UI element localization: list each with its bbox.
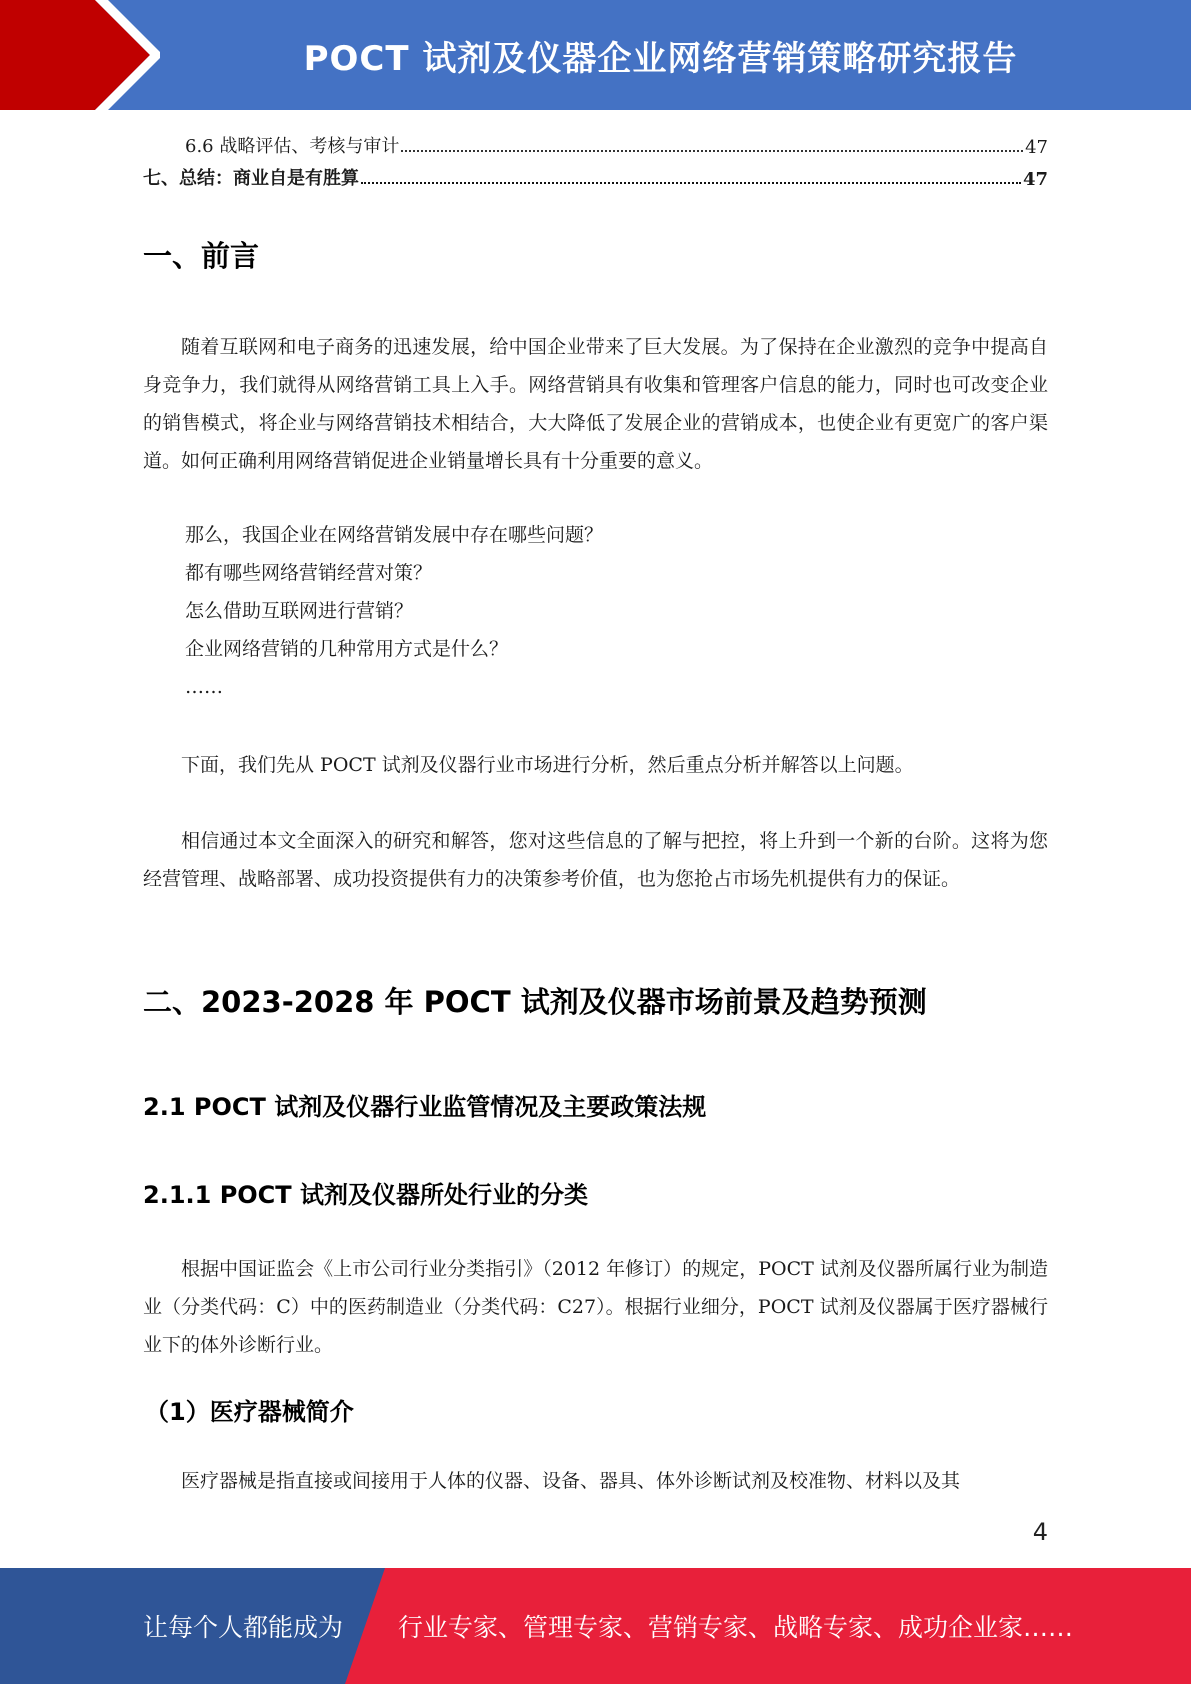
toc-entry-page: 47 bbox=[1022, 169, 1048, 190]
subsection-heading-medical-devices: （1）医疗器械简介 bbox=[145, 1398, 354, 1426]
section-heading-market-forecast: 二、2023-2028 年 POCT 试剂及仪器市场前景及趋势预测 bbox=[143, 985, 927, 1019]
preface-paragraph-3: 相信通过本文全面深入的研究和解答，您对这些信息的了解与把控，将上升到一个新的台阶。这将为您经营管理、战略部署、成功投资提供有力的决策参考价值，也为您抢占市场先机提供有力的保证。 bbox=[143, 830, 1048, 890]
section-heading-preface: 一、前言 bbox=[143, 239, 260, 273]
classification-paragraph: 根据中国证监会《上市公司行业分类指引》（2012 年修订）的规定，POCT 试剂及仪器所属行业为制造业（分类代码：C）中的医药制造业（分类代码：C27）。根据行业细分，POCT 试剂及仪器属于医疗器械行业下的体外诊断行业。 bbox=[143, 1258, 1048, 1356]
page-header bbox=[0, 0, 1191, 110]
question-line-4: 企业网络营销的几种常用方式是什么？ bbox=[185, 638, 509, 660]
toc-entry-6-6[interactable] bbox=[185, 128, 1048, 158]
preface-paragraph-2: 下面，我们先从 POCT 试剂及仪器行业市场进行分析，然后重点分析并解答以上问题。 bbox=[181, 754, 914, 776]
footer-slogan-right: 行业专家、管理专家、营销专家、战略专家、成功企业家…… bbox=[398, 1613, 1074, 1642]
toc-entry-label: 七、总结：商业自是有胜算 bbox=[143, 168, 359, 189]
toc-leader-dots bbox=[401, 150, 1023, 152]
toc-entry-chapter-7[interactable] bbox=[143, 160, 1048, 190]
page-footer bbox=[0, 1568, 1191, 1684]
medical-devices-paragraph: 医疗器械是指直接或间接用于人体的仪器、设备、器具、体外诊断试剂及校准物、材料以及其 bbox=[181, 1470, 961, 1492]
question-ellipsis: …… bbox=[185, 676, 223, 698]
question-line-2: 都有哪些网络营销经营对策？ bbox=[185, 562, 433, 584]
toc-leader-dots bbox=[361, 182, 1021, 184]
header-arrow-graphic bbox=[0, 0, 160, 110]
subsection-heading-2-1: 2.1 POCT 试剂及仪器行业监管情况及主要政策法规 bbox=[143, 1093, 707, 1121]
page-number: 4 bbox=[1032, 1518, 1048, 1546]
toc-entry-label: 6.6 战略评估、考核与审计 bbox=[185, 136, 400, 157]
question-line-1: 那么，我国企业在网络营销发展中存在哪些问题？ bbox=[185, 524, 604, 546]
footer-slogan-left: 让每个人都能成为 bbox=[143, 1613, 344, 1642]
header-title: POCT 试剂及仪器企业网络营销策略研究报告 bbox=[303, 38, 1018, 79]
toc-entry-page: 47 bbox=[1025, 137, 1048, 158]
preface-paragraph-1: 随着互联网和电子商务的迅速发展，给中国企业带来了巨大发展。为了保持在企业激烈的竞争中提高自身竞争力，我们就得从网络营销工具上入手。网络营销具有收集和管理客户信息的能力，同时也可改变企业的销售模式，将企业与网络营销技术相结合，大大降低了发展企业的营销成本，也使企业有更宽广的客户渠道。如何正确利用网络营销促进企业销量增长具有十分重要的意义。 bbox=[143, 336, 1048, 472]
subsection-heading-2-1-1: 2.1.1 POCT 试剂及仪器所处行业的分类 bbox=[143, 1181, 589, 1209]
question-line-3: 怎么借助互联网进行营销？ bbox=[185, 600, 414, 622]
